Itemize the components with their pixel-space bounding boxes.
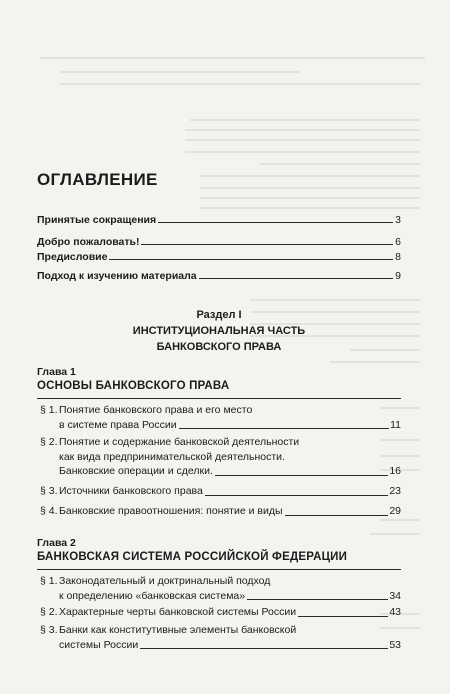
paragraph-number: § 2. [40, 436, 58, 448]
section-title-line2: БАНКОВСКОГО ПРАВА [156, 341, 282, 353]
toc-paragraph-1-1[interactable] [37, 403, 401, 432]
toc-paragraph-1-2[interactable] [37, 435, 401, 479]
paragraph-number: § 2. [40, 606, 58, 618]
dotted-leader [158, 222, 393, 223]
toc-entry-page: 6 [395, 236, 401, 248]
paragraph-number: § 3. [40, 485, 58, 497]
dotted-leader [140, 648, 388, 649]
paragraph-line: как вида предпринимательской деятельности. [59, 450, 285, 463]
paragraph-line: Законодательный и доктринальный подход [59, 575, 271, 587]
divider [37, 398, 401, 399]
toc-paragraph-1-3[interactable] [37, 484, 401, 499]
paragraph-line: Банковские операции и сделки. [59, 465, 213, 477]
paragraph-page: 16 [389, 465, 401, 477]
chapter-2-label: Глава 2 [37, 537, 76, 549]
paragraph-line: Источники банковского права [59, 485, 203, 497]
paragraph-page: 53 [389, 638, 401, 651]
paragraph-line: Понятие и содержание банковской деятельности [59, 436, 300, 448]
chapter-2-title[interactable]: БАНКОВСКАЯ СИСТЕМА РОССИЙСКОЙ ФЕДЕРАЦИИ [37, 551, 348, 563]
paragraph-page: 29 [389, 505, 401, 517]
paragraph-number: § 1. [40, 575, 58, 587]
dotted-leader [298, 616, 388, 617]
divider [37, 569, 401, 570]
section-title-line1: ИНСТИТУЦИОНАЛЬНАЯ ЧАСТЬ [132, 325, 306, 337]
dotted-leader [285, 515, 389, 516]
paragraph-number: § 4. [40, 505, 58, 517]
paragraph-page: 43 [389, 606, 401, 618]
section-heading [37, 307, 401, 355]
dotted-leader [141, 244, 393, 245]
dotted-leader [247, 599, 388, 600]
toc-paragraph-1-4[interactable] [37, 504, 401, 519]
chapter-1-label: Глава 1 [37, 366, 76, 378]
paragraph-line: Понятие банковского права и его место [59, 404, 253, 416]
paragraph-line: Характерные черты банковской системы России [59, 606, 297, 618]
page-title: ОГЛАВЛЕНИЕ [37, 170, 158, 189]
toc-entry-label: Добро пожаловать! [37, 236, 140, 248]
toc-entry-abbreviations[interactable] [37, 214, 401, 226]
toc-entry-approach[interactable] [37, 270, 401, 282]
dotted-leader [179, 428, 390, 429]
paragraph-line: Банки как конститутивные элементы банковской [59, 624, 297, 636]
dotted-leader [205, 495, 388, 496]
toc-entry-label: Принятые сокращения [37, 214, 157, 226]
paragraph-number: § 3. [40, 624, 58, 636]
paragraph-page: 11 [390, 418, 401, 431]
paragraph-line: Банковские правоотношения: понятие и виды [59, 505, 283, 517]
paragraph-page: 34 [389, 589, 401, 602]
toc-entry-preface[interactable] [37, 251, 401, 263]
toc-entry-page: 9 [395, 270, 401, 282]
toc-entry-label: Предисловие [37, 251, 108, 263]
dotted-leader [199, 278, 394, 279]
toc-entry-welcome[interactable] [37, 236, 401, 248]
chapter-1-title[interactable]: ОСНОВЫ БАНКОВСКОГО ПРАВА [37, 380, 230, 392]
dotted-leader [215, 475, 388, 476]
paragraph-line: в системе права России [59, 418, 177, 431]
section-label: Раздел I [196, 309, 242, 321]
toc-entry-page: 8 [395, 251, 401, 263]
paragraph-line: к определению «банковская система» [59, 589, 246, 602]
paragraph-page: 23 [389, 485, 401, 497]
toc-paragraph-2-1[interactable] [37, 574, 401, 603]
toc-entry-page: 3 [395, 214, 401, 226]
dotted-leader [109, 259, 393, 260]
toc-entry-label: Подход к изучению материала [37, 270, 197, 282]
paragraph-line: системы России [59, 638, 139, 651]
paragraph-number: § 1. [40, 404, 58, 416]
toc-paragraph-2-3[interactable] [37, 623, 401, 652]
toc-paragraph-2-2[interactable] [37, 605, 401, 620]
